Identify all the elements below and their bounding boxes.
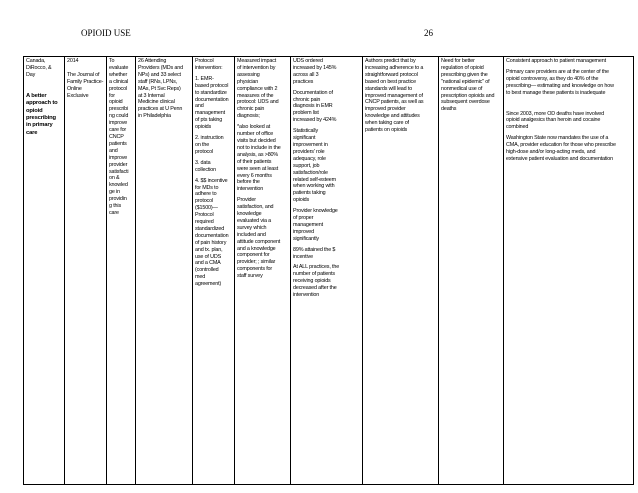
page-header xyxy=(0,28,638,42)
page-number: 26 xyxy=(424,28,433,38)
table-row xyxy=(24,57,634,485)
cell-year-journal xyxy=(65,57,107,485)
cell-text: Provider satisfaction, and knowledge evaluated via a survey which included and attitude component and a knowledge component for provider; ; similar components for staff survey xyxy=(237,197,281,280)
cell-text: 26 Attending Providers (MDs and NPs) and 33 select staff (RNs, LPNs, MAs, Pt Svc Reps) at 3 Internal Medicine clinical practices at U Penn in Philadelphia xyxy=(138,58,183,120)
cell-sample xyxy=(136,57,193,485)
cell-text: Since 2003, more OD deaths have involved opioid analgesics than heroin and cocaine combined xyxy=(506,110,604,131)
running-title: OPIOID USE xyxy=(81,28,131,38)
cell-results xyxy=(291,57,363,485)
cell-text: 1. EMR- based protocol to standardize documentation and management of pts taking opioids xyxy=(195,75,229,131)
cell-text: Measured impact of intervention by assessing physician compliance with 2 measures of the protocol: UDS and chronic pain diagnosis; xyxy=(237,58,279,120)
cell-intervention xyxy=(193,57,235,485)
cell-text: Protocol intervention: xyxy=(195,58,223,71)
article-title: A better approach to opioid prescribing in primary care xyxy=(26,92,58,136)
cell-text: Statistically significant improvement in providers' role adequacy, role support, job satisfaction/role related self-esteem when working with patients taking opioids xyxy=(293,128,336,204)
cell-text: UDS ordered increased by 145% across all 3 practices xyxy=(293,58,337,85)
cell-text: To evaluate whether a clinical protocol for opioid prescribi ng could improve care for CNCP patients and improve provider satisfacti on & knowled ge in providin g this care xyxy=(109,58,129,216)
cell-text: 2014 The Journal of Family Practice- Online Exclusive xyxy=(67,58,104,99)
cell-text: Primary care providers are at the center of the opioid controversy, as they do 40% of the prescribing— estimating and knowledge on how to best manage these patients is inadequate xyxy=(506,68,614,96)
cell-text: Washington State now mandates the use of a CMA, provider education for those who prescribe high-dose and/or long-acting meds, and extensive patient evaluation and documentation xyxy=(506,135,616,162)
cell-conclusions xyxy=(363,57,439,485)
cell-text: *also looked at number of office visits but decided not to include in the analysis, as >80% of their patients were seen at least every 6 months before the intervention xyxy=(237,124,281,193)
cell-text: Canada, DiRocco, & Day xyxy=(26,58,52,78)
cell-text: 3. data collection xyxy=(195,159,216,173)
literature-review-table xyxy=(23,56,634,485)
cell-rationale xyxy=(439,57,504,485)
cell-purpose xyxy=(107,57,136,485)
cell-text: Consistent approach to patient management xyxy=(506,58,606,64)
cell-measures xyxy=(235,57,291,485)
cell-text: Documentation of chronic pain diagnosis in EMR problem list increased by 424% xyxy=(293,89,337,124)
cell-text: 4. $$ incentive for MDs to adhere to protocol ($1500)— Protocol required standardized documentation of pain history and tx. plan, use of UDS and a CMA (controlled med agreement) xyxy=(195,177,229,288)
cell-key-points xyxy=(504,57,634,485)
cell-text: Authors predict that by increasing adherence to a straightforward protocol based on best practice standards will lead to improved management of CNCP patients, as well as improved provider knowledge and attitudes when taking care of patients on opioids xyxy=(365,58,424,134)
cell-text: 2. instruction on the protocol xyxy=(195,135,224,155)
cell-text: At ALL practices, the number of patients receiving opioids decreased after the intervention xyxy=(293,264,340,299)
cell-citation xyxy=(24,57,65,485)
cell-text: 89% attained the $ incentive xyxy=(293,246,336,260)
cell-text: Provider knowledge of proper management improved significantly xyxy=(293,208,338,242)
cell-text: Need for better regulation of opioid prescribing given the "national epidemic" of nonmedical use of prescription opioids and subsequent overdose deaths xyxy=(441,58,495,113)
